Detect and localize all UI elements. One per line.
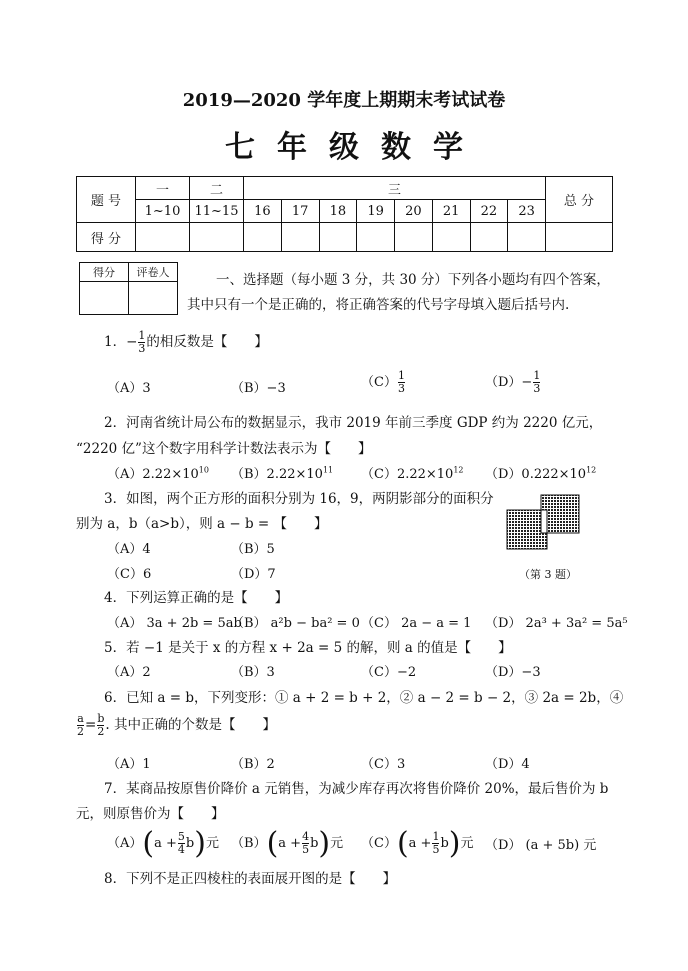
exam-title: 2019—2020 学年度上期期末考试试卷 — [182, 90, 506, 111]
q-number: 16 — [244, 200, 282, 223]
q2-option-c[interactable]: $(C)2.22\times 10^{12}$ — [361, 465, 464, 482]
part3-header: 三 — [244, 177, 546, 200]
q6-stem-line1: 6．已知 a = b，下列变形：① a + 2 = b + 2，② a − 2 = b − 2，③ 2a = 2b，④ — [104, 690, 624, 706]
q3-option-a[interactable]: （A）4 — [107, 542, 151, 557]
grader-name-cell[interactable] — [129, 282, 178, 315]
grader-box — [79, 262, 178, 315]
q2-stem-line1: 2．河南省统计局公布的数据显示，我市 2019 年前三季度 GDP 约为 2220 亿元， — [104, 415, 603, 431]
q2-option-d[interactable]: $(D)0.222\times 10^{12}$ — [485, 465, 597, 482]
q2-option-b[interactable]: $(B)2.22\times 10^{11}$ — [231, 465, 334, 482]
q4-option-c[interactable]: （C） 2a − a = 1 — [361, 616, 472, 631]
q6-stem-line2: $\frac{a}{2}$ = $\frac{b}{2}$ . 其中正确的个数是【 】 — [77, 712, 276, 738]
q7-option-d[interactable]: （D） (a + 5b) 元 — [485, 838, 597, 853]
exam-subtitle: 七年级数学 — [225, 130, 485, 165]
part2-range: 11~15 — [190, 200, 244, 223]
q2-option-a[interactable]: $(A)2.22\times 10^{10}$ — [107, 465, 209, 482]
row-label-question: 题 号 — [77, 177, 136, 223]
part2-header: 二 — [190, 177, 244, 200]
score-cell[interactable] — [395, 223, 433, 252]
q6-option-a[interactable]: （A）1 — [107, 757, 151, 772]
q8-stem: 8．下列不是正四棱柱的表面展开图的是【 】 — [104, 871, 397, 887]
q4-option-b[interactable]: （B） a²b − ba² = 0 — [231, 616, 360, 631]
q-number: 21 — [432, 200, 470, 223]
q3-figure-two-squares — [506, 494, 580, 550]
score-cell[interactable] — [508, 223, 546, 252]
q3-option-d[interactable]: （D）7 — [231, 567, 276, 582]
q-number: 22 — [470, 200, 508, 223]
q1-option-a[interactable]: （A）3 — [107, 381, 151, 396]
q4-option-d[interactable]: （D） 2a³ + 3a² = 5a⁵ — [485, 616, 628, 631]
q1-option-c[interactable]: （C） $\frac{1}{3}$ — [361, 369, 405, 395]
q6-option-d[interactable]: （D）4 — [485, 757, 530, 772]
total-label: 总 分 — [546, 177, 613, 223]
grader-score-label: 得分 — [80, 263, 129, 282]
score-cell[interactable] — [281, 223, 319, 252]
q7-stem-line1: 7．某商品按原售价降价 a 元销售，为减少库存再次将售价降价 20%，最后售价为 b — [104, 781, 609, 797]
grader-score-cell[interactable] — [80, 282, 129, 315]
q-number: 18 — [319, 200, 357, 223]
q4-option-a[interactable]: （A） 3a + 2b = 5ab — [107, 616, 242, 631]
q3-option-c[interactable]: （C）6 — [107, 567, 152, 582]
row-label-score: 得 分 — [77, 223, 136, 252]
q7-option-b[interactable]: （B）(a + $\frac{4}{5}$ b)元 — [231, 826, 344, 861]
score-cell[interactable] — [190, 223, 244, 252]
q-number: 23 — [508, 200, 546, 223]
score-cell[interactable] — [357, 223, 395, 252]
score-cell[interactable] — [319, 223, 357, 252]
score-cell[interactable] — [470, 223, 508, 252]
grader-name-label: 评卷人 — [129, 263, 178, 282]
score-cell[interactable] — [432, 223, 470, 252]
q3-stem-line1: 3．如图，两个正方形的面积分别为 16，9，两阴影部分的面积分 — [104, 491, 494, 507]
q3-stem-line2: 别为 a，b（a>b），则 a − b = 【 】 — [76, 516, 328, 532]
q5-option-b[interactable]: （B）3 — [231, 665, 275, 680]
q7-option-a[interactable]: （A）(a + $\frac{5}{4}$ b)元 — [107, 826, 219, 861]
section1-instruction: 其中只有一个是正确的，将正确答案的代号字母填入题后括号内. — [187, 297, 570, 313]
q6-option-c[interactable]: （C）3 — [361, 757, 406, 772]
q5-option-c[interactable]: （C）−2 — [361, 665, 417, 680]
q1-option-d[interactable]: （D）− $\frac{1}{3}$ — [485, 369, 541, 395]
q5-option-a[interactable]: （A）2 — [107, 665, 151, 680]
q1-stem: 1．− $\frac{1}{3}$ 的相反数是【 】 — [104, 329, 268, 355]
q7-option-c[interactable]: （C）(a + $\frac{1}{5}$ b)元 — [361, 826, 474, 861]
part1-header: 一 — [136, 177, 190, 200]
q6-option-b[interactable]: （B）2 — [231, 757, 275, 772]
score-table — [76, 176, 613, 252]
q1-option-b[interactable]: （B）−3 — [231, 381, 286, 396]
q-number: 17 — [281, 200, 319, 223]
q3-figure-caption: （第 3 题） — [519, 568, 577, 581]
q5-option-d[interactable]: （D）−3 — [485, 665, 541, 680]
q2-stem-line2: “2220 亿”这个数字用科学计数法表示为【 】 — [76, 441, 372, 457]
score-cell[interactable] — [546, 223, 613, 252]
part1-range: 1~10 — [136, 200, 190, 223]
q7-stem-line2: 元，则原售价为【 】 — [76, 806, 225, 822]
score-cell[interactable] — [244, 223, 282, 252]
q-number: 19 — [357, 200, 395, 223]
score-cell[interactable] — [136, 223, 190, 252]
q5-stem: 5．若 −1 是关于 x 的方程 x + 2a = 5 的解，则 a 的值是【 】 — [104, 640, 512, 656]
q4-stem: 4．下列运算正确的是【 】 — [104, 590, 289, 606]
section1-heading: 一、选择题（每小题 3 分，共 30 分）下列各小题均有四个答案， — [216, 272, 610, 288]
q3-option-b[interactable]: （B）5 — [231, 542, 275, 557]
q-number: 20 — [395, 200, 433, 223]
